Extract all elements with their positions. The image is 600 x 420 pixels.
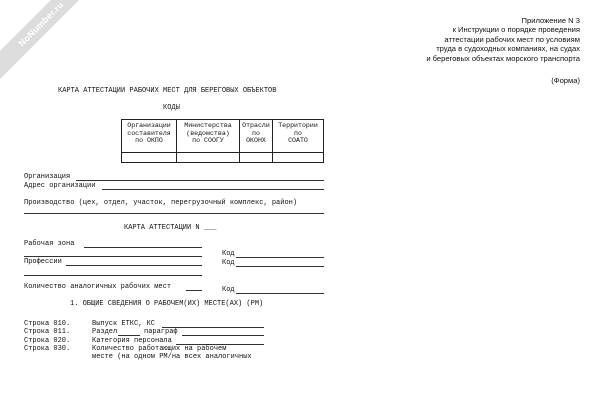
profession-label: Профессии [24,258,62,266]
similar-code-label: Код [222,286,235,294]
production-label: Производство (цех, отдел, участок, перегрузочный комплекс, район) [24,199,298,207]
row-010-label: Строка 010. [24,320,71,328]
profession-field[interactable] [66,265,202,266]
work-zone-field[interactable] [84,247,202,248]
row-011-paragraph-label: параграф [144,328,178,336]
work-zone-label: Рабочая зона [24,240,75,248]
work-zone-field-2[interactable] [24,256,202,257]
codes-col-soato: Территории по СОАТО [273,120,324,153]
row-011-paragraph-field[interactable] [182,335,264,336]
section-1-heading: 1. ОБЩИЕ СВЕДЕНИЯ О РАБОЧЕМ(ИХ) МЕСТЕ(АХ) (РМ) [70,300,264,308]
row-020-text: Категория персонала [92,337,172,345]
similar-count-label: Количество аналогичных рабочих мест [24,283,172,291]
production-field[interactable] [24,213,324,214]
appendix-line: труда в судоходных компаниях, на судах [436,44,580,54]
organization-field[interactable] [76,180,324,181]
profession-field-2[interactable] [24,275,202,276]
zone-code-field[interactable] [236,257,324,258]
row-010-text: Выпуск ЕТКС, КС [92,320,156,328]
watermark-text: NoNumber.ru [16,0,66,49]
similar-code-field[interactable] [236,293,324,294]
address-field[interactable] [102,189,324,190]
row-020-label: Строка 020. [24,337,71,345]
appendix-line: Приложение N 3 [521,16,580,25]
card-title: КАРТА АТТЕСТАЦИИ N ___ [124,224,217,232]
document-title: КАРТА АТТЕСТАЦИИ РАБОЧИХ МЕСТ ДЛЯ БЕРЕГОВЫХ ОБЪЕКТОВ [58,87,277,95]
row-011-label: Строка 011. [24,328,71,336]
organization-label: Организация [24,173,71,181]
codes-label: КОДЫ [163,104,180,112]
appendix-line: и береговых объектах морского транспорта [426,53,580,63]
address-label: Адрес организации [24,182,96,190]
appendix-header [426,16,580,63]
profession-code-field[interactable] [236,266,324,267]
similar-count-field[interactable] [186,290,202,291]
form-label: (Форма) [551,76,580,85]
appendix-line: аттестации рабочих мест по условиям [444,34,580,44]
row-030-label: Строка 030. [24,345,71,353]
codes-col-okonh: Отрасли по ОКОНХ [240,120,273,153]
appendix-line: к Инструкции о порядке проведения [452,25,580,35]
codes-cell-okpo[interactable] [122,153,177,163]
row-011-section-field[interactable] [118,335,140,336]
codes-cell-soato[interactable] [273,153,324,163]
codes-table [121,119,324,163]
row-030-text: Количество работающих на рабочем [92,345,227,353]
codes-col-okpo: Организации составителя по ОКПО [122,120,177,153]
zone-code-label: Код [222,250,235,258]
codes-cell-okonh[interactable] [240,153,273,163]
watermark-ribbon [0,0,101,84]
codes-col-soogu: Министерства (ведомства) по СООГУ [177,120,240,153]
codes-cell-soogu[interactable] [177,153,240,163]
row-030-text-cont: месте (на одном РМ/на всех аналогичных [92,353,252,361]
profession-code-label: Код [222,259,235,267]
row-011-text: Раздел [92,328,118,336]
